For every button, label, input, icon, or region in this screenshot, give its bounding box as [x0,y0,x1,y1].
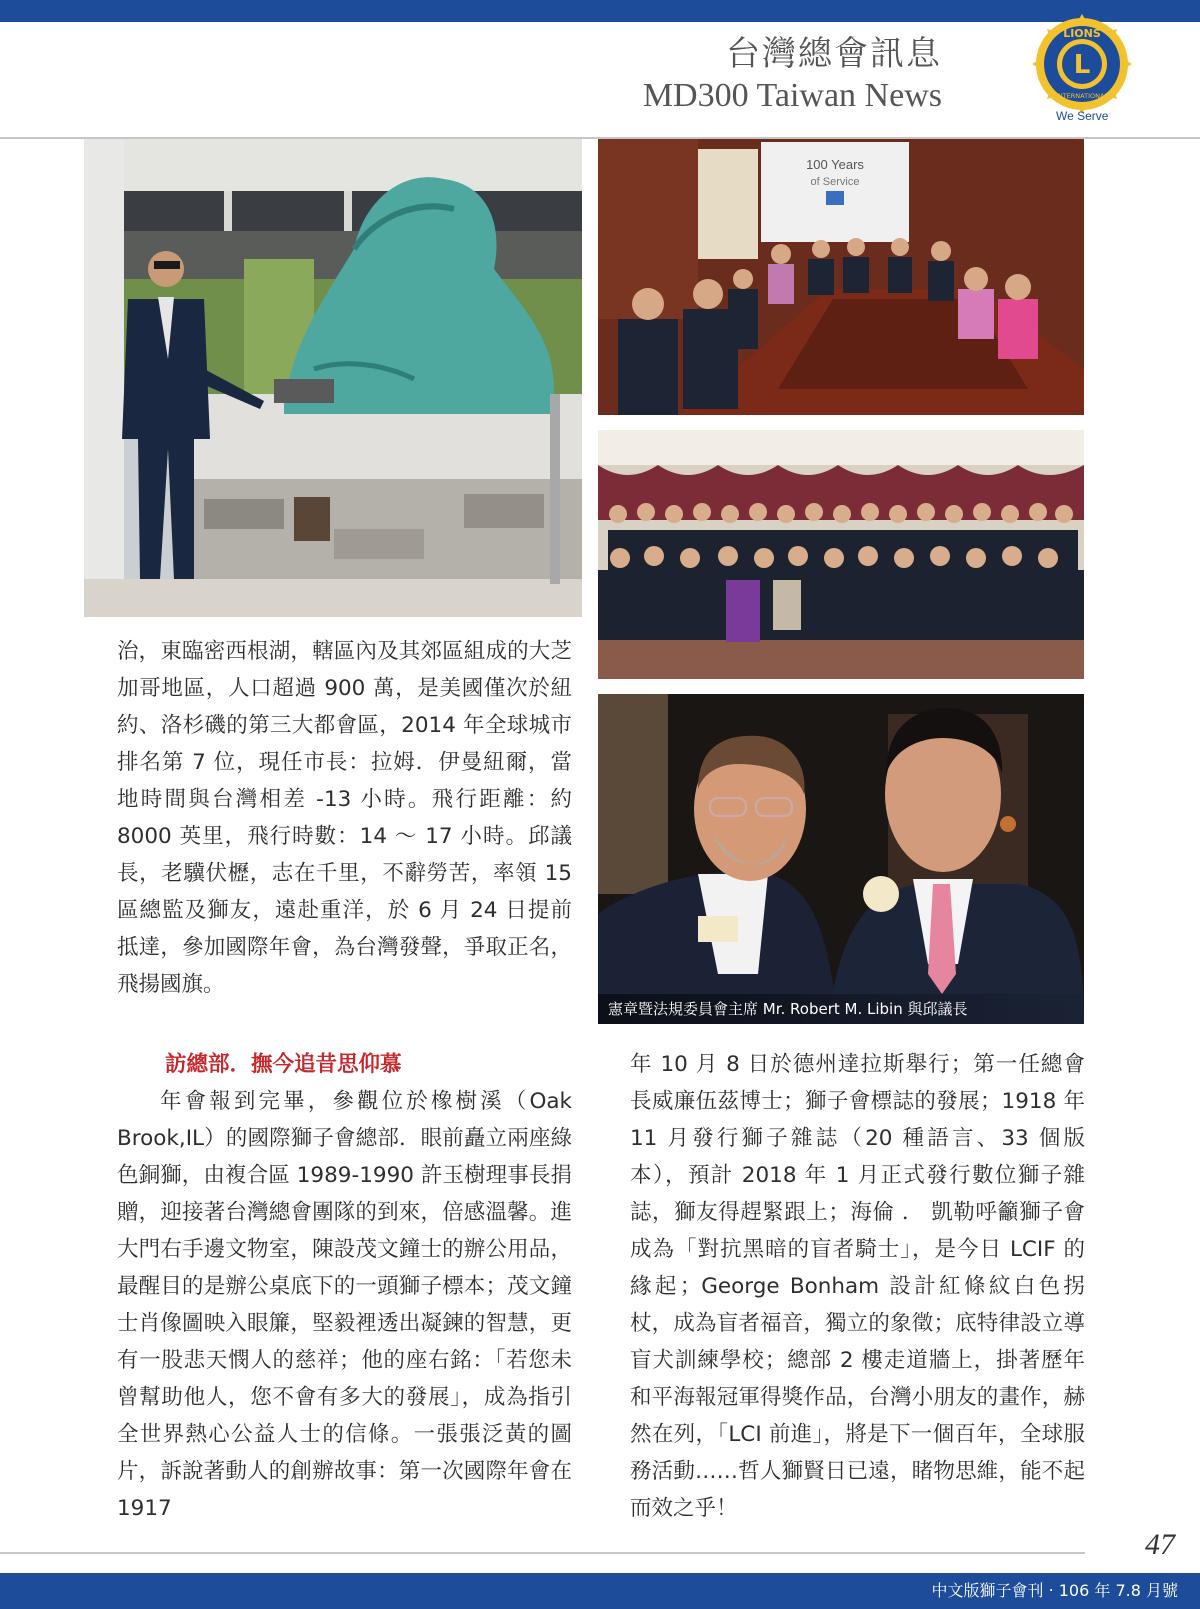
header-title-english: MD300 Taiwan News [642,77,942,114]
logo-bottom-text: INTERNATIONAL [1055,92,1109,100]
section-paragraph: 年會報到完畢，參觀位於橡樹溪（Oak Brook,IL）的國際獅子會總部．眼前矗立兩座綠色銅獅，由複合區 1989-1990 許玉樹理事長捐贈，迎接著台灣總會團隊的到來，倍感溫馨。進大門右手邊文物室，陳設茂文鐘士的辦公用品，最醒目的是辦公桌底下的一頭獅子標本；茂文鐘士肖像圖映入眼簾，堅毅裡透出凝鍊的智慧，更有一股悲天憫人的慈祥；他的座右銘：「若您未曾幫助他人，您不會有多大的發展」，成為指引全世界熱心公益人士的信條。一張張泛黃的圖片，訴說著動人的創辦故事：第一次國際年會在 1917 [117,1089,572,1521]
photo-two-men [598,694,1084,1024]
logo-top-text: LIONS [1063,27,1101,40]
photo-meeting-room [598,139,1084,415]
screen-text-line2: of Service [810,176,860,188]
footer-divider [0,1552,1085,1554]
photo-lion-statue [84,139,582,617]
top-banner-bar [0,0,1200,22]
photo-caption: 憲章暨法規委員會主席 Mr. Robert M. Libin 與邱議長 [598,994,1084,1024]
page-header [643,34,942,116]
header-title-chinese: 台灣總會訊息 [726,34,942,74]
publication-footer: 中文版獅子會刊 ‧ 106 年 7.8 月號 [931,1581,1178,1600]
logo-letter: L [1073,50,1091,80]
section-heading: 訪總部．撫今追昔思仰慕 [165,1052,402,1077]
intro-paragraph: 治，東臨密西根湖，轄區內及其郊區組成的大芝加哥地區，人口超過 900 萬，是美國僅次於紐約、洛杉磯的第三大都會區，2014 年全球城市排名第 7 位，現任市長：拉姆．伊曼紐爾，當地時間與台灣相差 -13 小時。飛行距離：約 8000 英里，飛行時數：14 ～ 17 小時。邱議長，老驥伏櫪，志在千里，不辭勞苦，率領 15 區總監及獅友，遠赴重洋，於 6 月 24 日提前抵達，參加國際年會，為台灣發聲，爭取正名，飛揚國旗。 [117,639,572,997]
logo-tagline: We Serve [1056,109,1109,123]
section-column-left [117,1046,572,1527]
page-number: 47 [1145,1528,1175,1561]
right-column-paragraph: 年 10 月 8 日於德州達拉斯舉行；第一任總會長威廉伍茲博士；獅子會標誌的發展；1918 年 11 月發行獅子雜誌（20 種語言、33 個版本），預計 2018 年 1 月正式發行數位獅子雜誌，獅友得趕緊跟上；海倫 ． 凱勒呼籲獅子會成為「對抗黑暗的盲者騎士」，是今日 LCIF 的緣起；George Bonham 設計紅條紋白色拐杖，成為盲者福音，獨立的象徵；底特律設立導盲犬訓練學校；總部 2 樓走道牆上，掛著歷年和平海報冠軍得獎作品，台灣小朋友的畫作，赫然在列，「LCI 前進」，將是下一個百年，全球服務活動……哲人獅賢日已遠，睹物思維，能不起而效之乎！ [630,1052,1085,1521]
screen-text-line1: 100 Years [806,157,864,172]
photo-group [598,430,1084,679]
